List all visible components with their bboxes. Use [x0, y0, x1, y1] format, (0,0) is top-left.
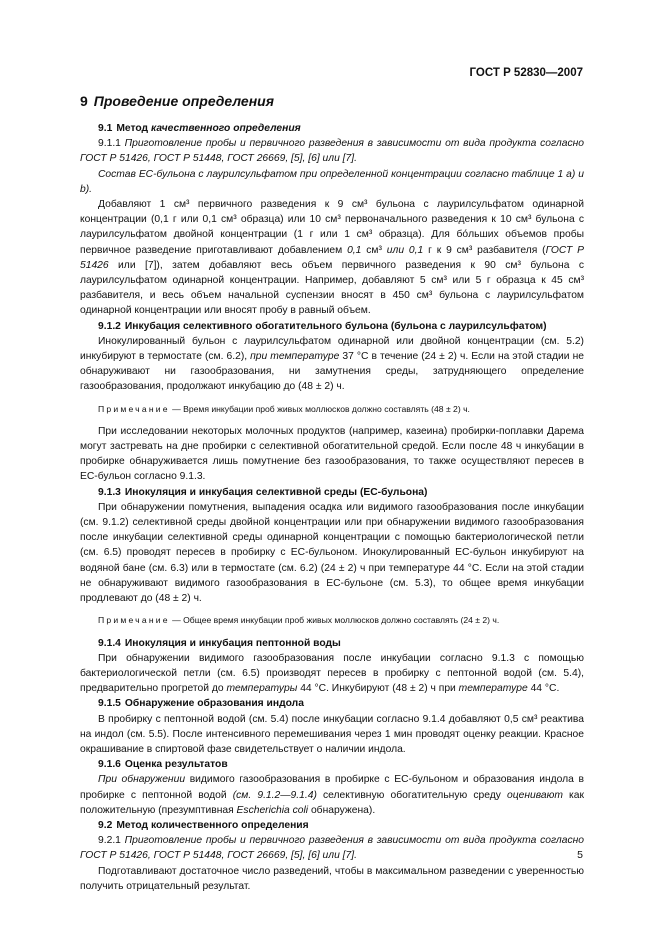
note-total-time — [80, 613, 584, 628]
section-title: Проведение определения — [93, 93, 274, 109]
text-run-italic: при температуре — [250, 351, 340, 363]
text-run-italic: температуре — [458, 683, 528, 695]
text-run-italic: 0,1 — [347, 244, 362, 256]
subsection-title-part: Метод — [116, 123, 151, 134]
note-text: — Время инкубации проб живых моллюсков должно составлять (48 ± 2) ч. — [169, 403, 470, 414]
subsection-number: 9.1 — [98, 123, 113, 134]
subsection-9-1-3-heading — [80, 485, 584, 500]
subsection-title: Обнаружение образования индола — [124, 698, 304, 710]
paragraph-9-1-1 — [80, 136, 584, 166]
paragraph-ec-broth: При обнаружении помутнения, выпадения осадка или видимого газообразования после инкубации (см. 9.1.2) селективной среды двойной концентрации или при обнаружении видимого газообразования после инкубации селективной среды одинарной концентрации с помощью бактериологической петли (см. 6.5) проводят пересев в пробирку с ЕС-бульоном. Инокулированный ЕС-бульон инкубируют на водяной бане (см. 6.3) или в термостате (см. 6.2) (24 ± 2) ч при температуре 44 °С. Если на этой стадии не обнаруживают видимого газообразования в ЕС-бульоне (см. 5.3), то общее время инкубации продлевают до (48 ± 2) ч. — [80, 501, 584, 605]
clause-text: Приготовление пробы и первичного разведения в зависимости от вида продукта согласно ГОСТ Р 51426, ГОСТ Р 51448, ГОСТ 26669, [5], [6] или [7]. — [80, 835, 584, 862]
subsection-number: 9.1.2 — [98, 320, 121, 332]
text-run-italic: или 0,1 — [386, 244, 424, 256]
paragraph-9-2-1 — [80, 833, 584, 863]
subsection-title: Инокуляция и инкубация пептонной воды — [124, 637, 341, 649]
subsection-9-1-5-heading — [80, 696, 584, 711]
text-run: 44 °С. — [527, 683, 560, 695]
text-run-italic: температуры — [226, 683, 298, 695]
clause-number: 9.2.1 — [98, 835, 121, 847]
text-run: обнаружена). — [308, 804, 376, 816]
text-run: видимого газообразования в пробирке с ЕС-бульоном и образования индола в пробирке с пептонной водой — [80, 774, 584, 801]
text-run: При обнаружении видимого газообразования после инкубации согласно 9.1.3 с помощью бактериологической петли (см. 6.5) производят пересев в пробирку с пептонной водой (см. 5.4), предварительно прогретой до — [80, 652, 584, 695]
paragraph-composition: Состав ЕС-бульона с лаурилсульфатом при определенной концентрации согласно таблице 1 а) и b). — [80, 168, 584, 195]
paragraph-incubation — [80, 334, 584, 395]
paragraph-evaluation — [80, 772, 584, 818]
subsection-number: 9.1.6 — [98, 759, 121, 771]
subsection-title: Оценка результатов — [124, 759, 228, 771]
paragraph-peptone — [80, 651, 584, 697]
note-incubation — [80, 402, 584, 417]
text-run-italic: ГОСТ Р 51426 — [80, 244, 584, 271]
page-number: 5 — [577, 849, 583, 861]
section-number: 9 — [80, 93, 88, 109]
subsection-title-italic: качественного определения — [150, 123, 301, 134]
text-run: или [7]), затем добавляют весь объем первичного разведения к 90 см³ бульона с лаурилсульфатом одинарной концентрации. Например, добавляют 5 см³ или 5 г образца к 45 см³ разбавителя, и весь объем начальной суспензии вносят в 450 см³ бульона с лаурилсульфатом одинарной концентрации или вносят пробу в равный объем. — [80, 259, 584, 317]
clause-text: Приготовление пробы и первичного разведения в зависимости от вида продукта согласно ГОСТ Р 51426, ГОСТ Р 51448, ГОСТ 26669, [5], [6] или [7]. — [80, 138, 584, 165]
subsection-9-1-2-heading — [80, 319, 584, 334]
text-run: Добавляют 1 см³ первичного разведения к 9 см³ бульона с лаурилсульфатом одинарной концентрации (0,1 г или 0,1 см³ образца) или 10 см³ первоначального разведения к 10 см³ бульона с лаурилсульфатом двойной концентрации (1 г или 1 см³ образца). Для бо́льших объемов пробы первичное разведение приготавливают добавлением — [80, 199, 584, 256]
text-run: селективную обогатительную среду — [316, 789, 507, 801]
subsection-title: Инкубация селективного обогатительного бульона (бульона с лаурилсульфатом) — [124, 320, 547, 332]
section-heading — [80, 92, 584, 110]
note-text: — Общее время инкубации проб живых моллюсков должно составлять (24 ± 2) ч. — [169, 615, 500, 626]
text-run: как положительную (презумптивная — [80, 789, 585, 816]
text-run: 37 °С в течение (24 ± 2) ч. Если на этой стадии не обнаруживают ни газообразования, ни замутнения среды, затрудняющего определение газообразования, продолжают инкубацию до (48 ± 2) ч. — [80, 351, 584, 393]
paragraph-dairy: При исследовании некоторых молочных продуктов (например, казеина) пробирки-поплавки Дарема могут застревать на дне пробирки с селективной обогатительной средой. Если после 48 ч инкубации в пробирке обнаруживается лишь помутнение без газообразования, то также осуществляют пересев в ЕС-бульон согласно 9.1.3. — [80, 425, 584, 483]
text-run-italic: оценивают — [507, 789, 563, 801]
text-run-italic: При обнаружении — [98, 774, 186, 786]
paragraph-add-dilution — [80, 197, 584, 319]
document-header: ГОСТ Р 52830—2007 — [469, 67, 583, 79]
document-body — [80, 92, 584, 894]
subsection-9-1-4-heading — [80, 636, 584, 651]
subsection-title: Инокуляция и инкубация селективной среды (ЕС-бульона) — [124, 486, 428, 498]
subsection-9-1-heading — [80, 121, 584, 136]
paragraph-dilutions: Подготавливают достаточное число разведений, чтобы в максимальном разведении с уверенностью получить отрицательный результат. — [80, 865, 584, 892]
subsection-number: 9.1.5 — [98, 698, 121, 710]
text-run-italic: Escherichia coli — [236, 804, 309, 816]
text-run: г к 9 см³ разбавителя ( — [423, 244, 546, 256]
clause-number: 9.1.1 — [98, 138, 121, 150]
subsection-9-2-heading — [80, 818, 584, 833]
note-label: Примечание — [98, 403, 170, 414]
subsection-number: 9.1.3 — [98, 486, 121, 498]
subsection-number: 9.2 — [98, 819, 113, 831]
text-run: см³ — [361, 244, 387, 256]
subsection-title: Метод количественного определения — [116, 819, 309, 831]
text-run: Инокулированный бульон с лаурилсульфатом одинарной или двойной концентрации (см. 5.2) инкубируют в термостате (см. 6.2), — [80, 335, 584, 363]
text-run: 44 °С. Инкубируют (48 ± 2) ч при — [297, 683, 459, 695]
subsection-number: 9.1.4 — [98, 637, 121, 649]
text-run-italic: (см. 9.1.2—9.1.4) — [232, 789, 317, 801]
note-label: Примечание — [98, 615, 170, 626]
subsection-9-1-6-heading — [80, 757, 584, 772]
paragraph-indole: В пробирку с пептонной водой (см. 5.4) после инкубации согласно 9.1.4 добавляют 0,5 см³ реактива на индол (см. 5.5). После интенсивного перемешивания через 1 мин проводят оценку реакции. Красное окрашивание в спиртовой фазе свидетельствует о наличии индола. — [80, 713, 584, 755]
